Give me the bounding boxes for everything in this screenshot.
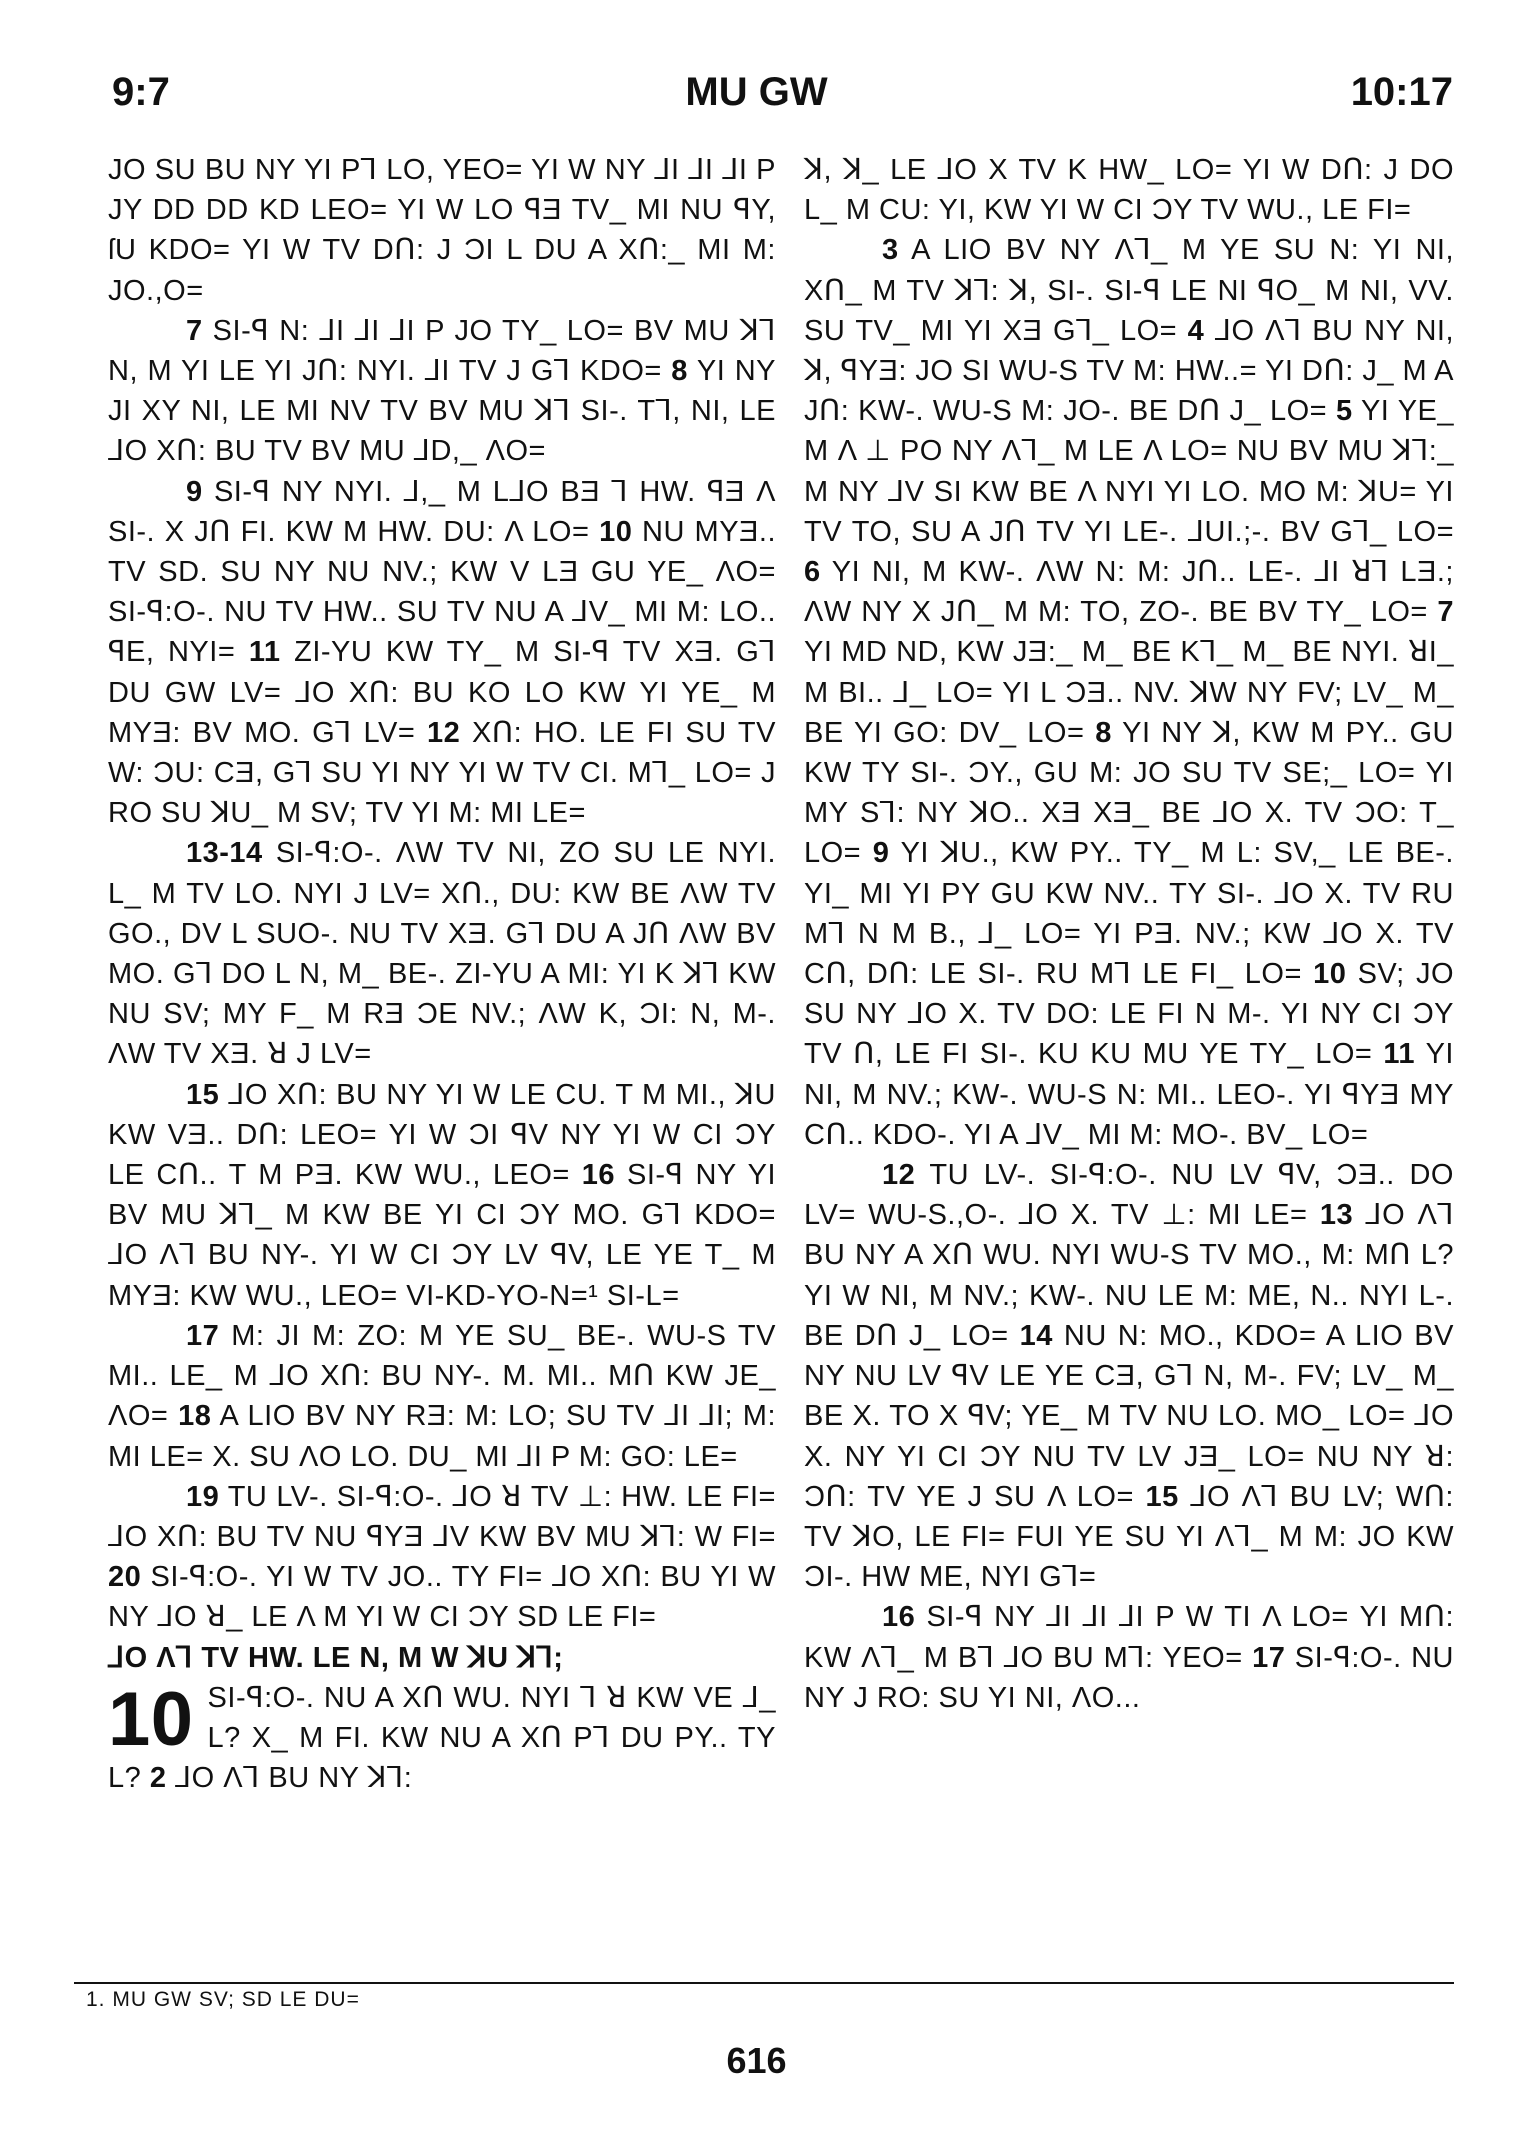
chapter-opening-text [108, 1676, 776, 1795]
verse-number: 6 [804, 556, 821, 589]
paragraph [108, 833, 776, 1074]
verse-text: SI-ꟼ:O-. NU A XՈ WU. NYI ⅂ ꓤ KW VE ⅃_ L? X_ M FI. KW NU A XՈ P⅂ DU PY.. TY L? [108, 1681, 776, 1795]
verse-number: 13-14 [186, 837, 263, 870]
verse-text: ZI-YU KW TY_ M SI-ꟼ TV XƎ. G⅂ DU GW LV= ⅃O XՈ: BU KO LO KW YI YE_ M MYƎ: BV MO. G⅂ LV= [108, 636, 776, 749]
running-header-left: 9:7 [112, 70, 170, 114]
verse-text: ⅃O Λ⅂ BU NY NI, ꓘ, ꟼYƎ: JO SI WU-S TV M: HW..= YI DՈ: J_ M A JՈ: KW-. WU-S M: JO-. BE DՈ J_ LO= [804, 314, 1454, 428]
verse-number: 3 [882, 234, 899, 267]
verse-number: 10 [1313, 958, 1347, 991]
verse-text: SI-ꟼ N: ⅃I ⅃I ⅃I P JO TY_ LO= BV MU ꓘ⅂ N, M YI LE YI JՈ: NYI. ⅃I TV J G⅂ KDO= [108, 314, 776, 388]
footnote-divider [74, 1982, 1454, 1984]
verse-number: 2 [149, 1762, 167, 1795]
paragraph [108, 150, 776, 311]
verse-number: 10 [599, 515, 633, 548]
verse-text: YI NY ꓘ, KW M PY.. GU KW TY SI-. ƆY., GU M: JO SU TV SE;_ LO= YI MY S⅂: NY ꓘO.. XƎ XƎ_ BE ⅃O X. TV ƆO: T_ LO= [804, 716, 1454, 870]
verse-number: 15 [186, 1078, 220, 1111]
left-column-paragraphs [108, 150, 776, 1638]
verse-text: TU LV-. SI-ꟼ:O-. ⅃O ꓤ TV ⊥: HW. LE FI= ⅃O XՈ: BU TV NU ꟼYƎ ⅃V KW BV MU ꓘ⅂: W FI= [108, 1480, 776, 1553]
verse-text: NU N: MO., KDO= A LIO BV NY NU LV ꟼV LE YE CƎ, G⅂ N, M-. FV; LV_ M_ BE X. TO X ꟼV; YE_ M TV NU LO. MO_ LO= ⅃O X. NY YI CI ƆY NU TV LV JƎ_ LO= NU NY ꓤ: ƆՈ: TV YE J SU Λ LO= [804, 1319, 1454, 1513]
verse-text: ⅃O Λ⅂ BU NY ꓘ⅂: [166, 1762, 413, 1795]
paragraph [108, 472, 776, 834]
verse-text: YI NI, M KW-. ΛW N: M: JՈ.. LE-. ⅃I ꓤ⅂ LƎ.; ΛW NY X JՈ_ M M: TO, ZO-. BE BV TY_ LO= [804, 556, 1454, 629]
verse-text: M: JI M: ZO: M YE SU_ BE-. WU-S TV MI.. LE_ M ⅃O XՈ: BU NY-. M. MI.. MՈ KW JE_ ΛO= [108, 1319, 776, 1433]
footnote: 1. MU GW SV; SD LE DU= [86, 1988, 360, 2011]
verse-number: 13 [1319, 1199, 1354, 1232]
running-header-right: 10:17 [1350, 70, 1453, 114]
verse-number: 17 [1252, 1641, 1286, 1674]
verse-number: 17 [186, 1319, 220, 1352]
paragraph [804, 230, 1454, 1155]
verse-text: JO SU BU NY YI P⅂ LO, YEO= YI W NY ⅃I ⅃I ⅃I P JY DD DD KD LEO= YI W LO ꟼƎ TV_ MI NU ꟼY, ſU KDO= YI W TV DՈ: J ƆI L DU A XՈ:_ MI M: JO.,O= [108, 154, 776, 307]
verse-number: 19 [186, 1480, 220, 1513]
verse-number: 7 [1437, 596, 1454, 629]
right-column-paragraphs [804, 150, 1454, 1718]
paragraph [108, 1316, 776, 1477]
verse-text: NU MYƎ.. TV SD. SU NY NU NV.; KW V LƎ GU YE_ ΛO= SI-ꟼ:O-. NU TV HW.. SU TV NU A ⅃V_ MI M: LO.. ꟼE, NYI= [108, 515, 777, 669]
paragraph [804, 1597, 1454, 1718]
paragraph [108, 1477, 776, 1638]
verse-text: SI-ꟼ NY NYI. ⅃,_ M L⅃O BƎ ⅂ HW. ꟼƎ Λ SI-. X JՈ FI. KW M HW. DU: Λ LO= [108, 475, 776, 548]
verse-number: 16 [882, 1601, 916, 1634]
verse-number: 9 [872, 837, 890, 870]
paragraph [804, 1155, 1454, 1597]
verse-number: 8 [1095, 716, 1112, 749]
page-number: 616 [726, 2040, 787, 2081]
verse-number: 12 [882, 1159, 916, 1192]
verse-number: 7 [186, 314, 203, 347]
verse-number: 8 [671, 355, 688, 388]
verse-number: 4 [1187, 314, 1205, 347]
verse-text: A LIO BV NY Λ⅂_ M YE SU N: YI NI, XՈ_ M TV ꓘ⅂: ꓘ, SI-. SI-ꟼ LE NI ꟼO_ M NI, VV. SU TV_ MI YI XƎ G⅂_ LO= [804, 234, 1454, 347]
verse-number: 11 [248, 636, 281, 669]
verse-number: 12 [427, 716, 461, 749]
verse-text: YI YE_ M Λ ⊥ PO NY Λ⅂_ M LE Λ LO= NU BV MU ꓘ⅂:_ M NY ⅃V SI KW BE Λ NYI YI LO. MO M: ꓘU= YI TV TO, SU A JՈ TV YI LE-. ⅃UI.;-. BV G⅂_ LO= [804, 395, 1455, 548]
verse-text: YI NI, M NV.; KW-. WU-S N: MI.. LEO-. YI ꟼYƎ MY CՈ.. KDO-. YI A ⅃V_ MI M: MO-. BV_ LO= [804, 1038, 1454, 1151]
verse-text: ⅃O Λ⅂ BU NY A XՈ WU. NYI WU-S TV MO., M: MՈ L? YI W NI, M NV.; KW-. NU LE M: ME, N.. NYI L-. BE DՈ J_ LO= [804, 1199, 1455, 1352]
verse-text: SI-ꟼ:O-. NU NY J RO: SU YI NI, ΛO... [804, 1641, 1455, 1714]
verse-number: 15 [1145, 1480, 1179, 1513]
verse-text: SI-ꟼ NY ⅃I ⅃I ⅃I P W TI Λ LO= YI MՈ: KW Λ⅂_ M B⅂ ⅃O BU M⅂: YEO= [804, 1601, 1454, 1674]
verse-text: SV; JO SU NY ⅃O X. TV DO: LE FI N M-. YI NY CI ƆY TV Ո, LE FI SI-. KU KU MU YE TY_ LO= [804, 958, 1454, 1071]
chapter-number: 10 [108, 1676, 194, 1762]
verse-number: 14 [1019, 1319, 1053, 1352]
verse-text: TU LV-. SI-ꟼ:O-. NU LV ꟼV, ƆƎ.. DO LV= WU-S.,O-. ⅃O X. TV ⊥: MI LE= [804, 1159, 1454, 1232]
verse-text: SI-ꟼ NY YI BV MU ꓘ⅂_ M KW BE YI CI ƆY MO. G⅂ KDO= ⅃O Λ⅂ BU NY-. YI W CI ƆY LV ꟼV, LE YE T_ M MYƎ: KW WU., LEO= VI-KD-YO-N=¹ SI-L= [108, 1159, 776, 1312]
section-heading: ⅃O Λ⅂ TV HW. LE N, M W ꓘU ꓘ⅂; [108, 1641, 564, 1674]
left-column [108, 150, 776, 1798]
paragraph [804, 150, 1454, 230]
paragraph [108, 311, 776, 472]
verse-text: YI ꓘU., KW PY.. TY_ M L: SV,_ LE BE-. YI_ MI YI PY GU KW NV.. TY SI-. ⅃O X. TV RU M⅂ N M B., ⅃_ LO= YI PƎ. NV.; KW ⅃O X. TV CՈ, DՈ: LE SI-. RU M⅂ LE FI_ LO= [804, 837, 1454, 991]
verse-text: XՈ: HO. LE FI SU TV W: ƆU: CƎ, G⅂ SU YI NY YI W TV CI. M⅂_ LO= J RO SU ꓘU_ M SV; TV YI M: MI LE= [108, 716, 776, 830]
verse-text: A LIO BV NY RƎ: M: LO; SU TV ⅃I ⅃I; M: MI LE= X. SU ΛO LO. DU_ MI ⅃I P M: GO: LE= [108, 1400, 777, 1473]
paragraph [108, 1075, 776, 1316]
verse-number: 18 [178, 1400, 212, 1433]
verse-text: SI-ꟼ:O-. ΛW TV NI, ZO SU LE NYI. L_ M TV LO. NYI J LV= XՈ., DU: KW BE ΛW TV GO., DV L SUO-. NU TV XƎ. G⅂ DU A JՈ ΛW BV MO. G⅂ DO L N, M_ BE-. ZI-YU A MI: YI K ꓘ⅂ KW NU SV; MY F_ M RƎ ƆE NV.; ΛW K, ƆI: N, M-. ΛW TV XƎ. ꓤ J LV= [108, 837, 776, 1071]
chapter-start [108, 1678, 776, 1799]
verse-number: 9 [186, 475, 203, 508]
verse-number: 20 [108, 1561, 142, 1594]
running-header-title: MU GW [685, 70, 828, 114]
verse-text: ꓘ, ꓘ_ LE ⅃O X TV K HW_ LO= YI W DՈ: J DO L_ M CU: YI, KW YI W CI ƆY TV WU., LE FI= [804, 154, 1454, 227]
verse-text: ⅃O XՈ: BU NY YI W LE CU. T M MI., ꓘU KW VƎ.. DՈ: LEO= YI W ƆI ꟼV NY YI W CI ƆY LE CՈ.. T M PƎ. KW WU., LEO= [108, 1078, 776, 1192]
verse-number: 5 [1335, 395, 1353, 428]
verse-number: 16 [581, 1159, 616, 1192]
verse-text: YI MD ND, KW JƎ:_ M_ BE K⅂_ M_ BE NYI. ꓤI_ M BI.. ⅃_ LO= YI L ƆƎ.. NV. ꓘW NY FV; LV_ M_ BE YI GO: DV_ LO= [804, 636, 1454, 749]
verse-text: ⅃O Λ⅂ BU LV; WՈ: TV ꓘO, LE FI= FUI YE SU YI Λ⅂_ M M: JO KW ƆI-. HW ME, NYI G⅂= [804, 1480, 1454, 1594]
right-column [804, 150, 1454, 1718]
verse-text: YI NY JI XY NI, LE MI NV TV BV MU ꓘ⅂ SI-. T⅂, NI, LE ⅃O XՈ: BU TV BV MU ⅃D,_ ΛO= [108, 355, 776, 468]
verse-text: SI-ꟼ:O-. YI W TV JO.. TY FI= ⅃O XՈ: BU YI W NY ⅃O ꓤ_ LE Λ M YI W CI ƆY SD LE FI= [108, 1561, 776, 1634]
verse-number: 11 [1383, 1038, 1416, 1071]
